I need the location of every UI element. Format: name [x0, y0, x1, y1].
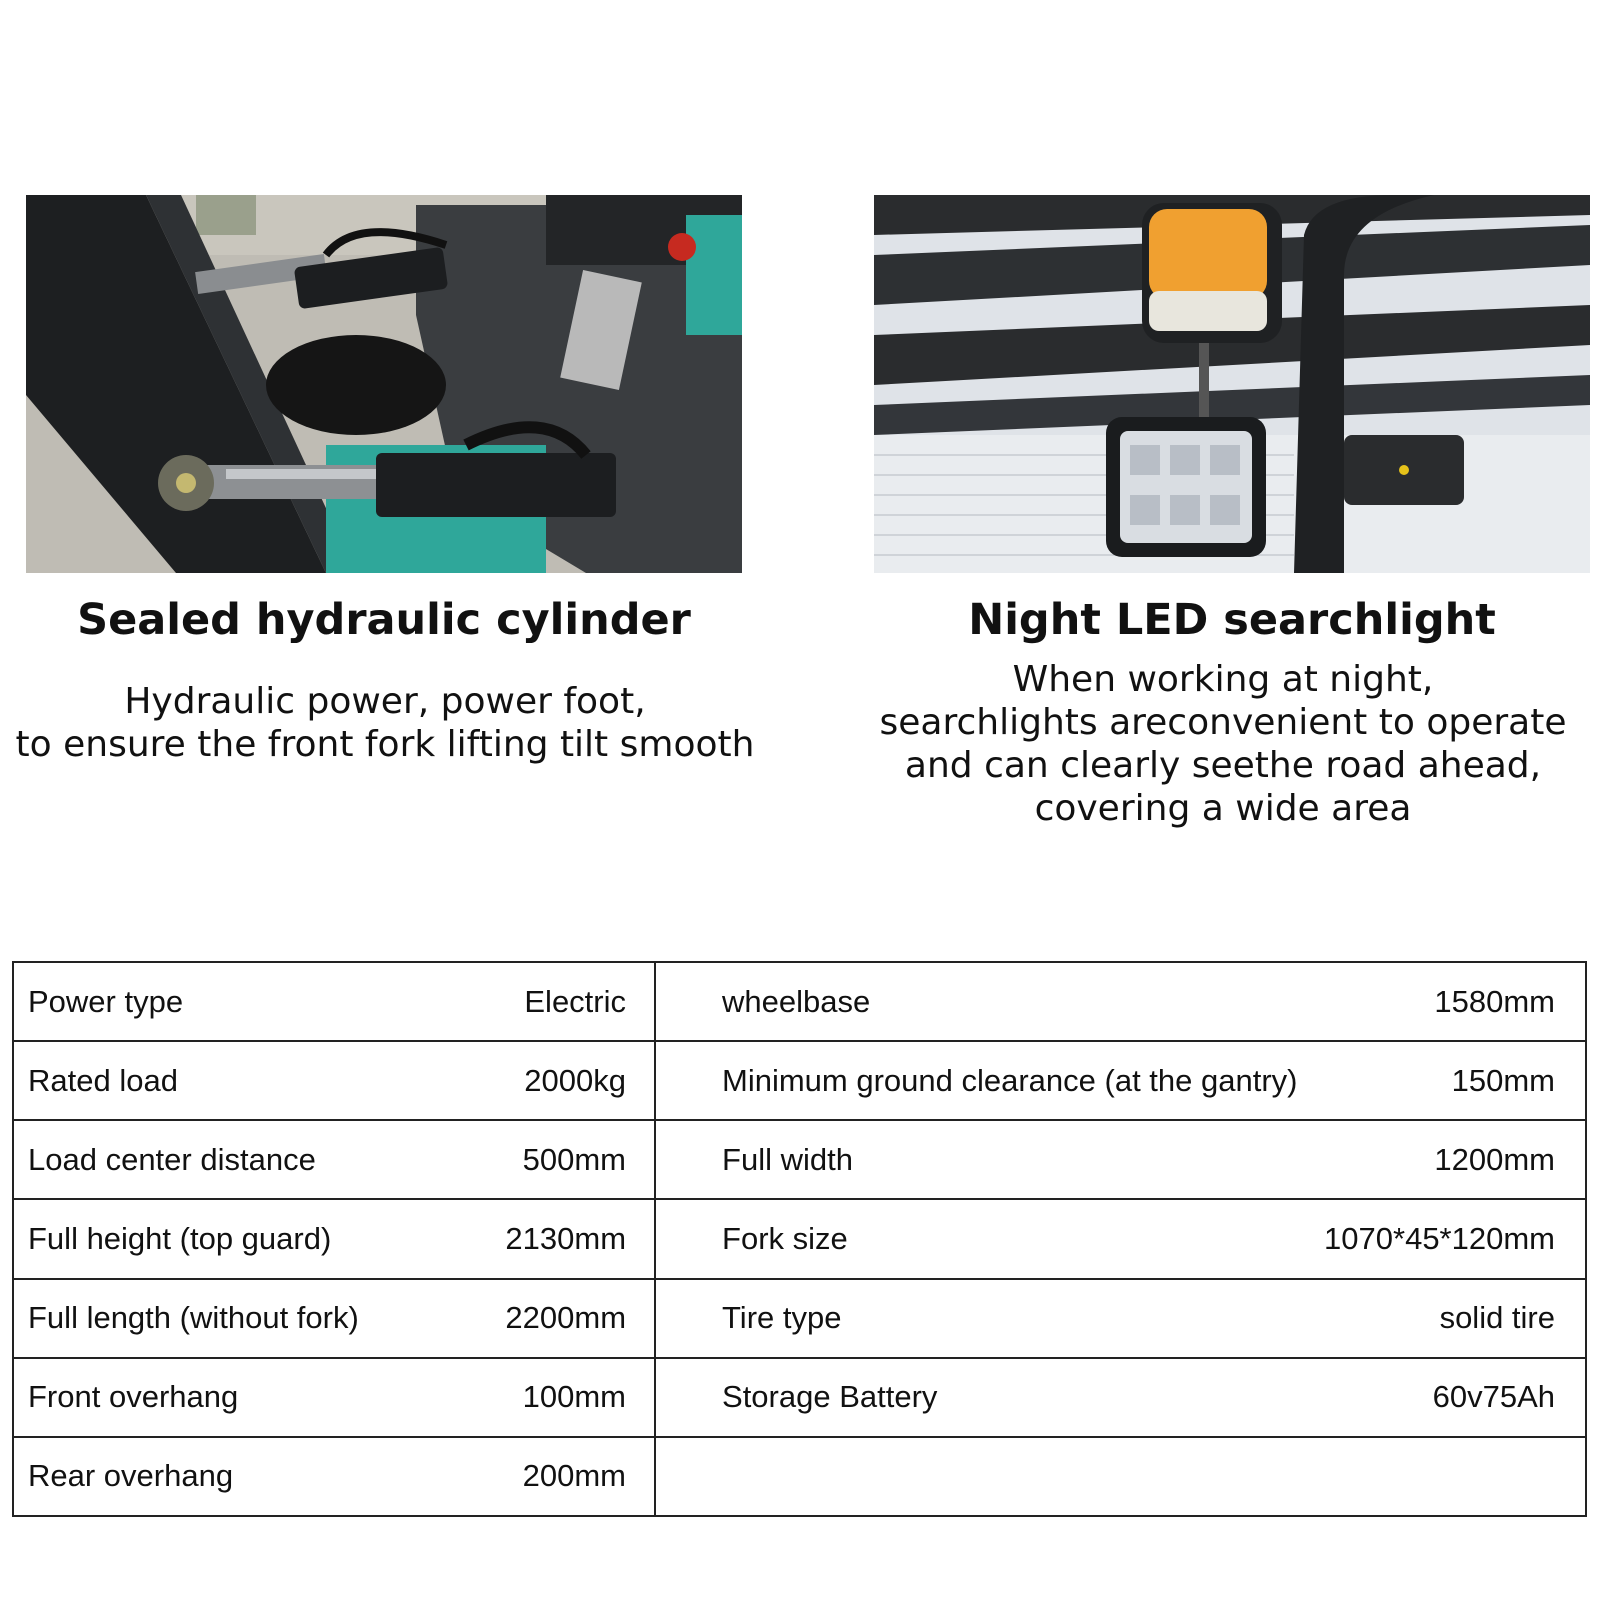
- feature-led-searchlight: [874, 195, 1590, 829]
- spec-label: Full width: [722, 1141, 853, 1177]
- description-line: searchlights areconvenient to operate: [879, 702, 1567, 743]
- description-line: and can clearly seethe road ahead,: [904, 745, 1542, 786]
- feature-title: Sealed hydraulic cylinder: [77, 595, 691, 645]
- spec-value: 100mm: [522, 1379, 627, 1415]
- spec-cell-right: [655, 1279, 1586, 1358]
- spec-value: 1580mm: [1434, 983, 1555, 1019]
- spec-value: 2200mm: [505, 1300, 627, 1336]
- spec-cell-right: [655, 1199, 1586, 1278]
- spec-cell-right: [655, 1120, 1586, 1199]
- spec-label: Full length (without fork): [28, 1300, 359, 1336]
- table-row: [13, 1041, 1586, 1120]
- spec-label: Minimum ground clearance (at the gantry): [722, 1062, 1298, 1098]
- description-line: When working at night,: [1012, 659, 1434, 700]
- spec-cell-left: [13, 962, 655, 1041]
- table-row: [13, 1437, 1586, 1516]
- spec-value: 200mm: [522, 1458, 627, 1494]
- spec-cell-left: [13, 1041, 655, 1120]
- feature-title: Night LED searchlight: [968, 595, 1496, 645]
- spec-label: Fork size: [722, 1220, 848, 1256]
- spec-cell-left: [13, 1437, 655, 1516]
- spec-label: Load center distance: [28, 1141, 316, 1177]
- led-searchlight-photo: [874, 195, 1590, 573]
- spec-label: Front overhang: [28, 1379, 239, 1415]
- description-line: Hydraulic power, power foot,: [124, 681, 646, 722]
- table-row: [13, 1279, 1586, 1358]
- spec-value: 1070*45*120mm: [1324, 1220, 1555, 1256]
- spec-value: Electric: [524, 983, 627, 1019]
- table-row: [13, 1199, 1586, 1278]
- spec-cell-right: [655, 1358, 1586, 1437]
- spec-cell-left: [13, 1199, 655, 1278]
- spec-label: Rated load: [28, 1062, 178, 1098]
- description-line: covering a wide area: [1034, 788, 1412, 829]
- spec-cell-left: [13, 1120, 655, 1199]
- spec-cell-left: [13, 1279, 655, 1358]
- feature-description: [860, 658, 1586, 830]
- spec-label: Storage Battery: [722, 1379, 938, 1415]
- table-row: [13, 1120, 1586, 1199]
- spec-value: 150mm: [1451, 1062, 1555, 1098]
- spec-value: 60v75Ah: [1432, 1379, 1555, 1415]
- spec-value: solid tire: [1439, 1300, 1555, 1336]
- feature-hydraulic-cylinder: [15, 195, 755, 765]
- spec-cell-left: [13, 1358, 655, 1437]
- description-line: to ensure the front fork lifting tilt smooth: [15, 724, 755, 765]
- spec-value: 2000kg: [524, 1062, 627, 1098]
- table-row: [13, 1358, 1586, 1437]
- spec-value: 500mm: [522, 1141, 627, 1177]
- spec-cell-right: [655, 962, 1586, 1041]
- hydraulic-cylinder-photo: [26, 195, 742, 573]
- specifications-table: [12, 961, 1587, 1517]
- spec-value: 2130mm: [505, 1220, 627, 1256]
- spec-cell-right: [655, 1437, 1586, 1516]
- spec-label: Rear overhang: [28, 1458, 234, 1494]
- feature-description: [0, 680, 770, 766]
- spec-label: Power type: [28, 983, 184, 1019]
- table-row: [13, 962, 1586, 1041]
- spec-label: Full height (top guard): [28, 1220, 332, 1256]
- spec-cell-right: [655, 1041, 1586, 1120]
- spec-value: 1200mm: [1434, 1141, 1555, 1177]
- spec-label: wheelbase: [722, 983, 871, 1019]
- spec-label: Tire type: [722, 1300, 842, 1336]
